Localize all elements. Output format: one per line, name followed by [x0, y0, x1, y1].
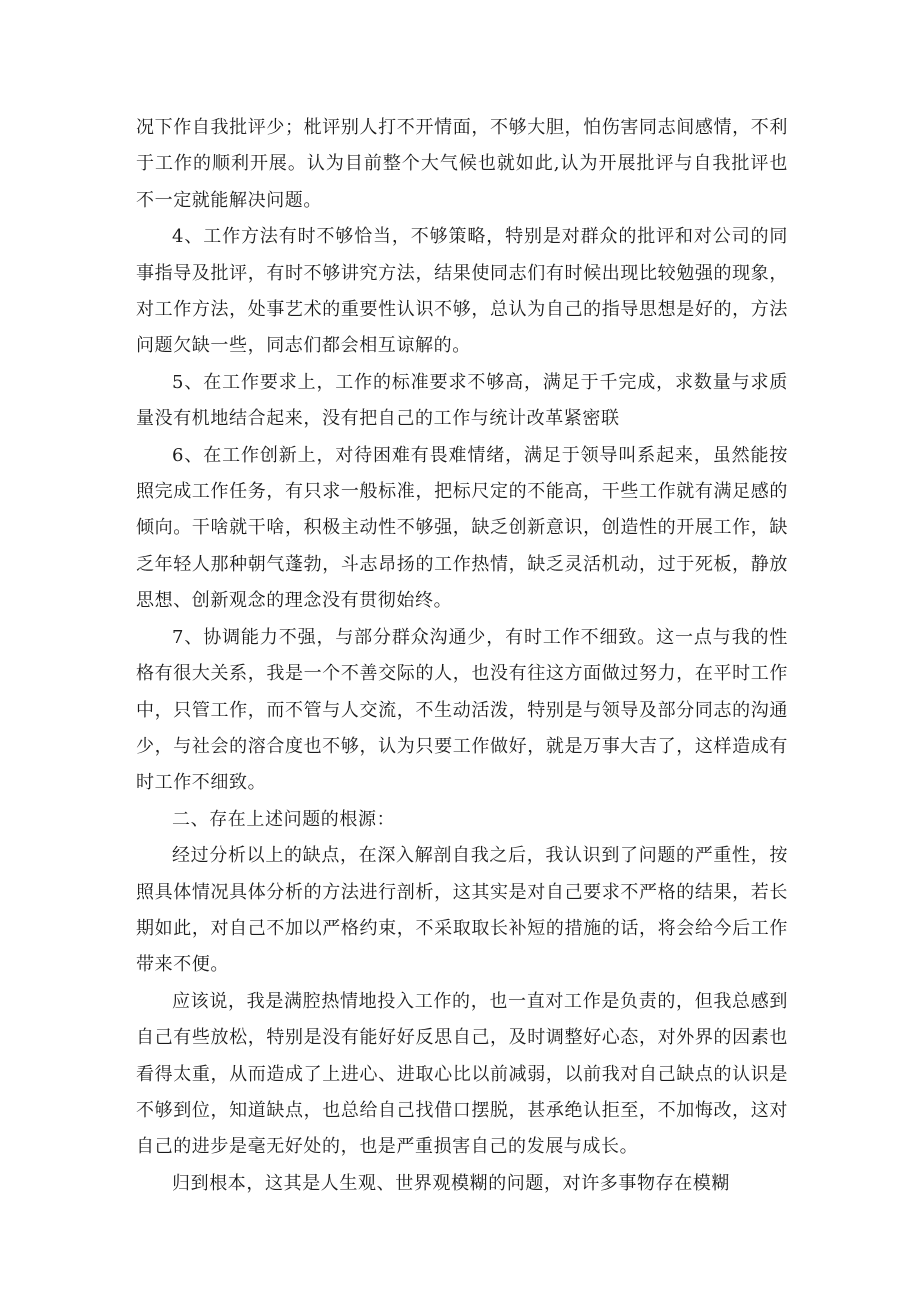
paragraph-2: 4、工作方法有时不够恰当，不够策略，特别是对群众的批评和对公司的同事指导及批评，有时不够讲究方法，结果使同志们有时候出现比较勉强的现象，对工作方法，处事艺术的重要性认识不够，总认为自己的指导思想是好的，方法问题欠缺一些，同志们都会相互谅解的。 [136, 226, 788, 357]
document-body [136, 110, 788, 1202]
paragraph-6: 经过分析以上的缺点，在深入解剖自我之后，我认识到了问题的严重性，按照具体情况具体分析的方法进行剖析，这其实是对自己要求不严格的结果，若长期如此，对自己不加以严格约束，不采取取长补短的措施的话，将会给今后工作带来不便。 [136, 845, 788, 976]
paragraph-7: 应该说，我是满腔热情地投入工作的，也一直对工作是负责的，但我总感到自己有些放松，特别是没有能好好反思自己，及时调整好心态，对外界的因素也看得太重，从而造成了上进心、进取心比以前减弱，以前我对自己缺点的认识是不够到位，知道缺点，也总给自己找借口摆脱，甚承绝认拒至，不加悔改，这对自己的进步是毫无好处的，也是严重损害自己的发展与成长。 [136, 990, 788, 1158]
paragraph-5: 7、协调能力不强，与部分群众沟通少，有时工作不细致。这一点与我的性格有很大关系，我是一个不善交际的人，也没有往这方面做过努力，在平时工作中，只管工作，而不管与人交流，不生动活泼，特别是与领导及部分同志的沟通少，与社会的溶合度也不够，认为只要工作做好，就是万事大吉了，这样造成有时工作不细致。 [136, 626, 788, 794]
paragraph-4: 6、在工作创新上，对待困难有畏难情绪，满足于领导叫系起来，虽然能按照完成工作任务，有只求一般标准，把标尺定的不能高，干些工作就有满足感的倾向。干啥就干啥，积极主动性不够强，缺乏创新意识，创造性的开展工作，缺乏年轻人那种朝气蓬勃，斗志昂扬的工作热情，缺乏灵活机动，过于死板，静放思想、创新观念的理念没有贯彻始终。 [136, 444, 788, 612]
paragraph-8: 归到根本，这其是人生观、世界观模糊的问题，对许多事物存在模糊 [172, 1172, 730, 1194]
paragraph-1: 况下作自我批评少；枇评别人打不开情面，不够大胆，怕伤害同志间感情，不利于工作的顺利开展。认为目前整个大气候也就如此,认为开展批评与自我批评也不一定就能解决问题。 [136, 117, 788, 211]
section-heading: 二、存在上述问题的根源： [172, 808, 396, 830]
paragraph-3: 5、在工作要求上，工作的标准要求不够高，满足于千完成，求数量与求质量没有机地结合起来，没有把自己的工作与统计改革紧密联 [136, 371, 788, 430]
